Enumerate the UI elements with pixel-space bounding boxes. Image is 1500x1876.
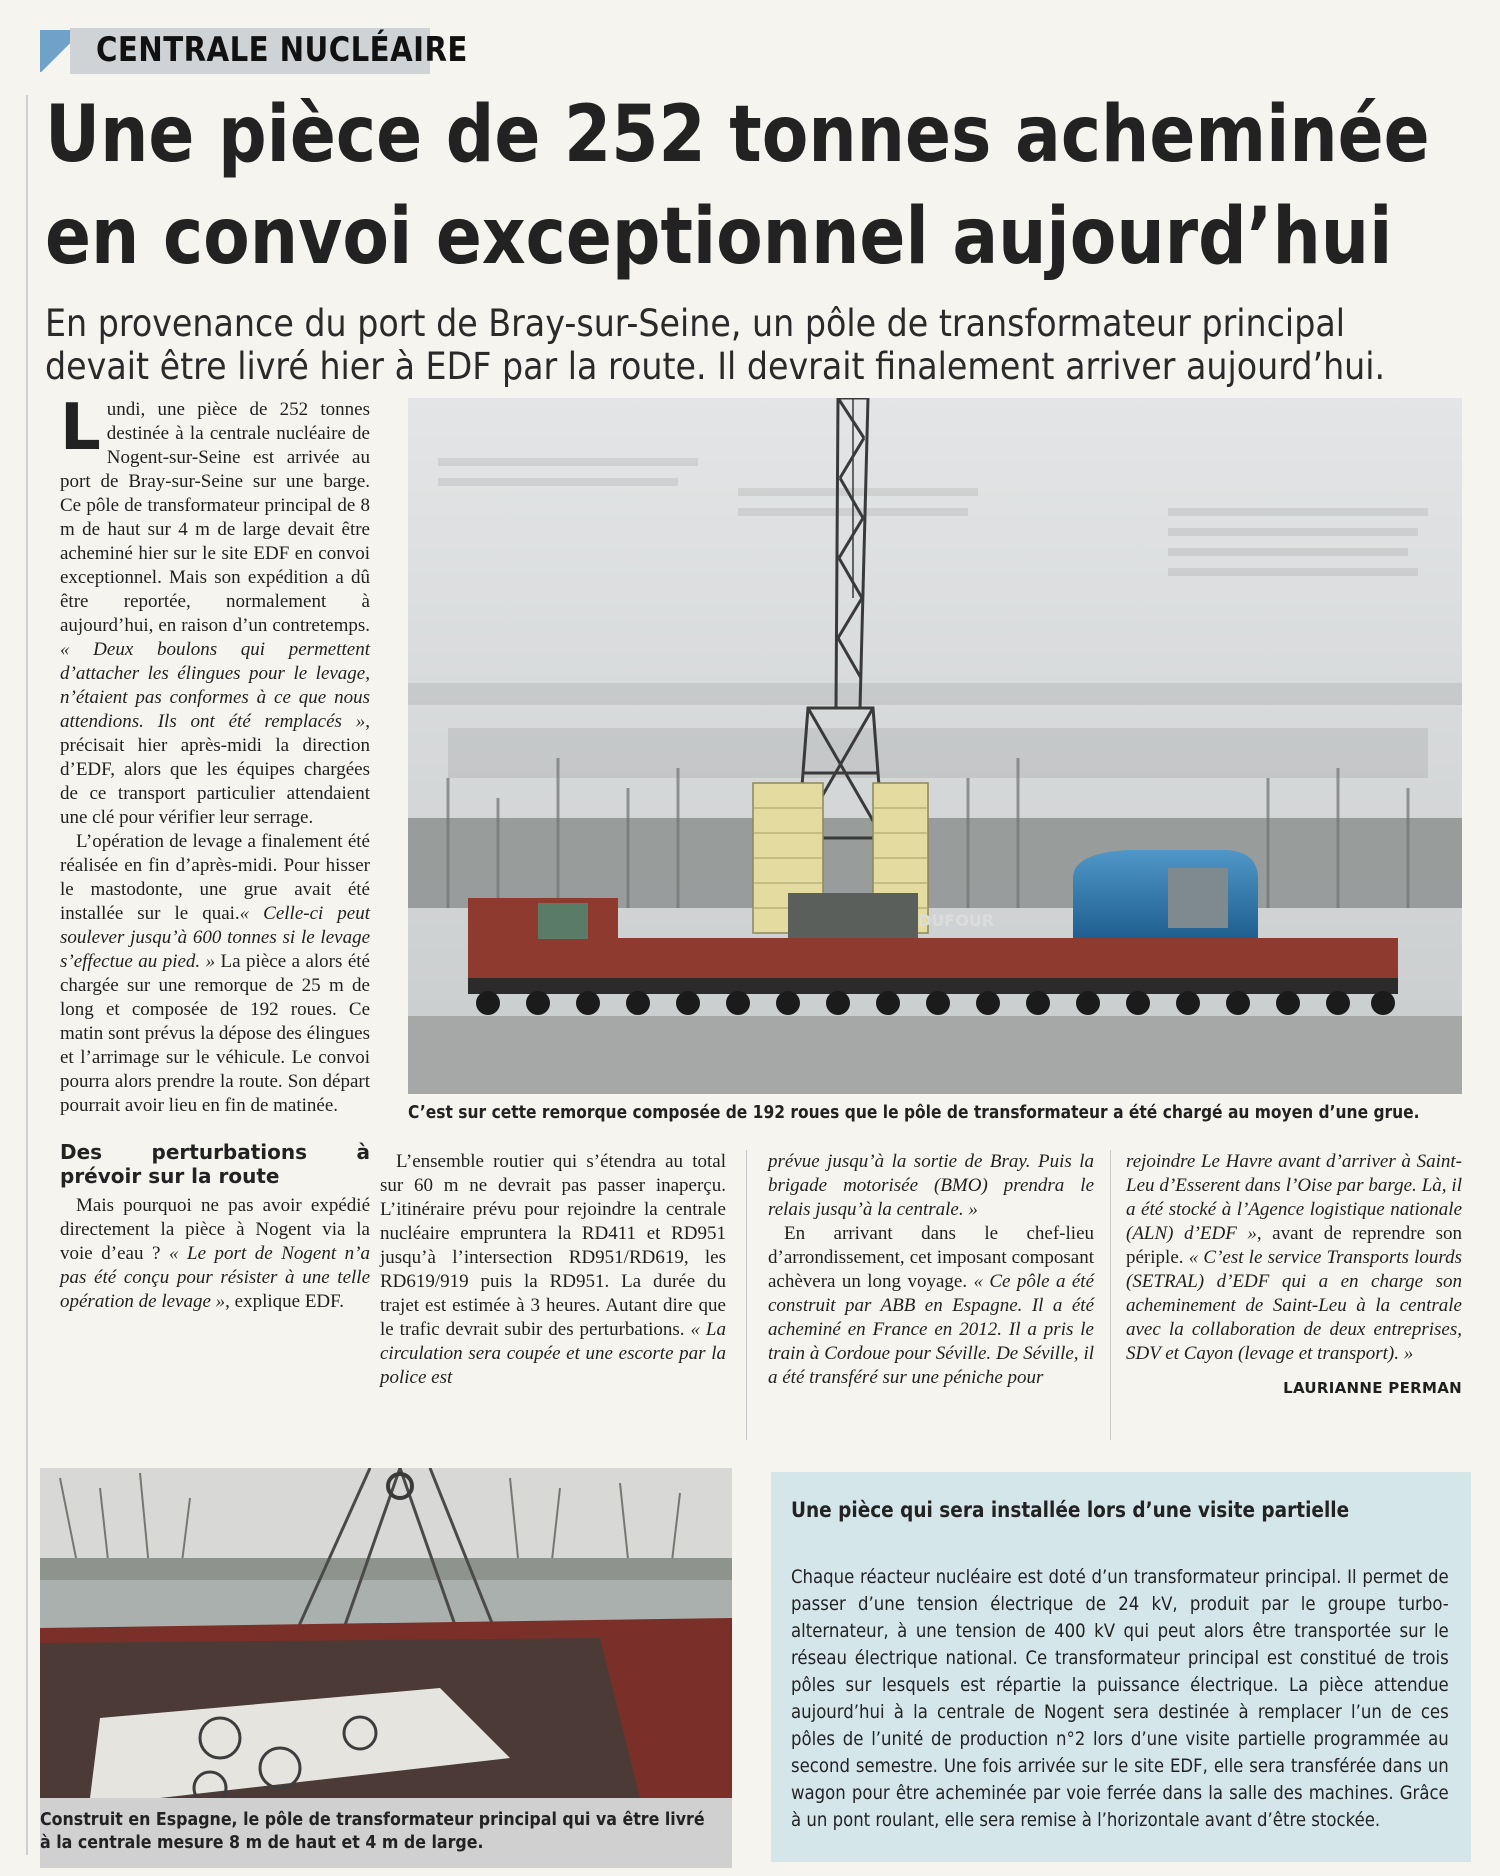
col1-quote: « Le port de Nogent n’a pas été conçu pour résister à une telle opération de levage » bbox=[60, 1243, 370, 1312]
section-rubric bbox=[40, 24, 468, 80]
col4-text: , avant de reprendre son périple. bbox=[1126, 1223, 1462, 1268]
col1-paragraph-1 bbox=[60, 391, 370, 830]
col4-quote: « C’est le service Transports lourds (SETRAL) d’EDF qui a en charge son acheminement de Saint-Leu à la centrale avec la collaboration de deux entreprises, SDV et Cayon (levage et transport). » bbox=[1126, 1247, 1462, 1364]
column-rule bbox=[746, 1150, 747, 1440]
author-byline: LAURIANNE PERMAN bbox=[1283, 1379, 1462, 1397]
article-column-2 bbox=[380, 1150, 726, 1390]
headline-line-2: en convoi exceptionnel aujourd’hui bbox=[45, 192, 1393, 282]
col1-text: undi, une pièce de 252 tonnes destinée à la centrale nucléaire de Nogent-sur-Seine est arrivée au port de Bray-sur-Seine sur une barge. Ce pôle de transformateur principal de 8 m de haut sur 4 m de large devait être acheminé hier sur le site EDF en convoi exceptionnel. Mais son expédition a dû être reportée, normalement à aujourd’hui, en raison d’un contretemps. bbox=[60, 399, 370, 636]
col3-paragraph-1 bbox=[768, 1150, 1094, 1222]
drop-cap: L bbox=[60, 391, 101, 465]
col3-quote: prévue jusqu’à la sortie de Bray. Puis la brigade motorisée (BMO) prendra le relais jusqu’à la centrale. » bbox=[768, 1151, 1094, 1220]
col1-text: L’opération de levage a finalement été réalisée en fin d’après-midi. Pour hisser le mastodonte, une grue avait été installée sur le quai. bbox=[60, 831, 370, 924]
col3-text: En arrivant dans le chef-lieu d’arrondissement, cet imposant composant achèvera un long voyage. bbox=[768, 1223, 1094, 1292]
col1-quote: « Celle-ci peut soulever jusqu’à 600 tonnes si le levage s’effectue au pied. » bbox=[60, 903, 370, 972]
main-photo-caption: C’est sur cette remorque composée de 192 roues que le pôle de transformateur a été chargé au moyen d’une grue. bbox=[408, 1102, 1420, 1123]
main-photo-crane-convoy bbox=[408, 398, 1462, 1094]
headline-line-1: Une pièce de 252 tonnes acheminée bbox=[45, 90, 1430, 180]
sidebar-box-title: Une pièce qui sera installée lors d’une visite partielle bbox=[791, 1498, 1350, 1522]
col2-paragraph-1 bbox=[380, 1150, 726, 1390]
article-column-3 bbox=[768, 1150, 1094, 1390]
crane-convoy-illustration bbox=[408, 398, 1462, 1094]
caption-line-1: Construit en Espagne, le pôle de transformateur principal qui va être livré bbox=[40, 1809, 705, 1830]
caption-line-2: à la centrale mesure 8 m de haut et 4 m de large. bbox=[40, 1832, 484, 1853]
barge-illustration bbox=[40, 1468, 732, 1798]
standfirst-line-2: devait être livré hier à EDF par la route. Il devrait finalement arriver aujourd’hui. bbox=[45, 345, 1386, 388]
col1-quote: « Deux boulons qui permettent d’attacher les élingues pour le levage, n’étaient pas conformes à ce que nous attendions. Ils ont été remplacés » bbox=[60, 639, 370, 732]
col1-text: Mais pourquoi ne pas avoir expédié directement la pièce à Nogent via la voie d’eau ? bbox=[60, 1195, 370, 1264]
standfirst-line-1: En provenance du port de Bray-sur-Seine, un pôle de transformateur principal bbox=[45, 302, 1345, 345]
col1-paragraph-2 bbox=[60, 830, 370, 1118]
barge-photo-caption bbox=[40, 1808, 705, 1854]
col1-text: La pièce a alors été chargée sur une remorque de 25 m de long et composée de 192 roues. Ce matin sont prévus la dépose des élingues et l’arrimage sur le véhicule. Le convoi pourra alors prendre la route. Son départ pourrait avoir lieu en fin de matinée. bbox=[60, 951, 370, 1116]
col1-text: , précisait hier après-midi la direction d’EDF, alors que les équipes chargées de ce transport particulier attendaient une clé pour vérifier leur serrage. bbox=[60, 711, 370, 828]
col3-quote: « Ce pôle a été construit par ABB en Espagne. Il a été acheminé en France en 2012. Il a pris le train à Cordoue pour Séville. De Séville, il a été transféré sur une péniche pour bbox=[768, 1271, 1095, 1388]
rubric-label: CENTRALE NUCLÉAIRE bbox=[96, 30, 468, 70]
col2-quote: « La circulation sera coupée et une escorte par la police est bbox=[380, 1319, 726, 1388]
col3-paragraph-2 bbox=[768, 1222, 1094, 1390]
sidebar-box-text: Chaque réacteur nucléaire est doté d’un transformateur principal. Il permet de passer d’une tension électrique de 24 kV, produit par le groupe turbo-alternateur, à une tension de 400 kV qui peut alors être transportée sur le réseau électrique national. Ce transformateur principal est constitué de trois pôles sur lesquels est répartie la puissance électrique. La pièce attendue aujourd’hui à la centrale de Nogent sera destinée à remplacer l’un de ces pôles de l’unité de production n°2 lors d’une visite partielle programmée au second semestre. Une fois arrivée sur le site EDF, elle sera transférée dans un wagon pour être acheminée par voie ferrée dans la salle des machines. Grâce à un pont roulant, elle sera remise à l’horizontale avant d’être stockée. bbox=[791, 1566, 1449, 1831]
intertitle: Des perturbations à prévoir sur la route bbox=[60, 1140, 370, 1188]
article-column-1 bbox=[60, 391, 370, 1314]
col1-text: , explique EDF. bbox=[225, 1291, 344, 1312]
col4-paragraph-1 bbox=[1126, 1150, 1462, 1366]
truck-brand-text: DUFOUR bbox=[918, 911, 995, 930]
page-margin-rule bbox=[26, 95, 28, 1855]
column-rule bbox=[1110, 1150, 1111, 1440]
col4-quote: rejoindre Le Havre avant d’arriver à Saint-Leu d’Esserent dans l’Oise par barge. Là, il a été stocké à l’Agence logistique nationale (ALN) d’EDF » bbox=[1126, 1151, 1462, 1244]
sidebar-box bbox=[771, 1472, 1471, 1862]
col2-text: L’ensemble routier qui s’étendra au total sur 60 m ne devrait pas passer inaperçu. L’itinéraire prévu pour rejoindre la centrale nucléaire empruntera la RD411 et RD951 jusqu’à l’intersection RD951/RD619, les RD619/919 puis la RD951. La durée du trajet est estimée à 3 heures. Autant dire que le trafic devrait subir des perturbations. bbox=[380, 1151, 726, 1340]
col1-paragraph-3 bbox=[60, 1194, 370, 1314]
article-column-4 bbox=[1126, 1150, 1462, 1400]
